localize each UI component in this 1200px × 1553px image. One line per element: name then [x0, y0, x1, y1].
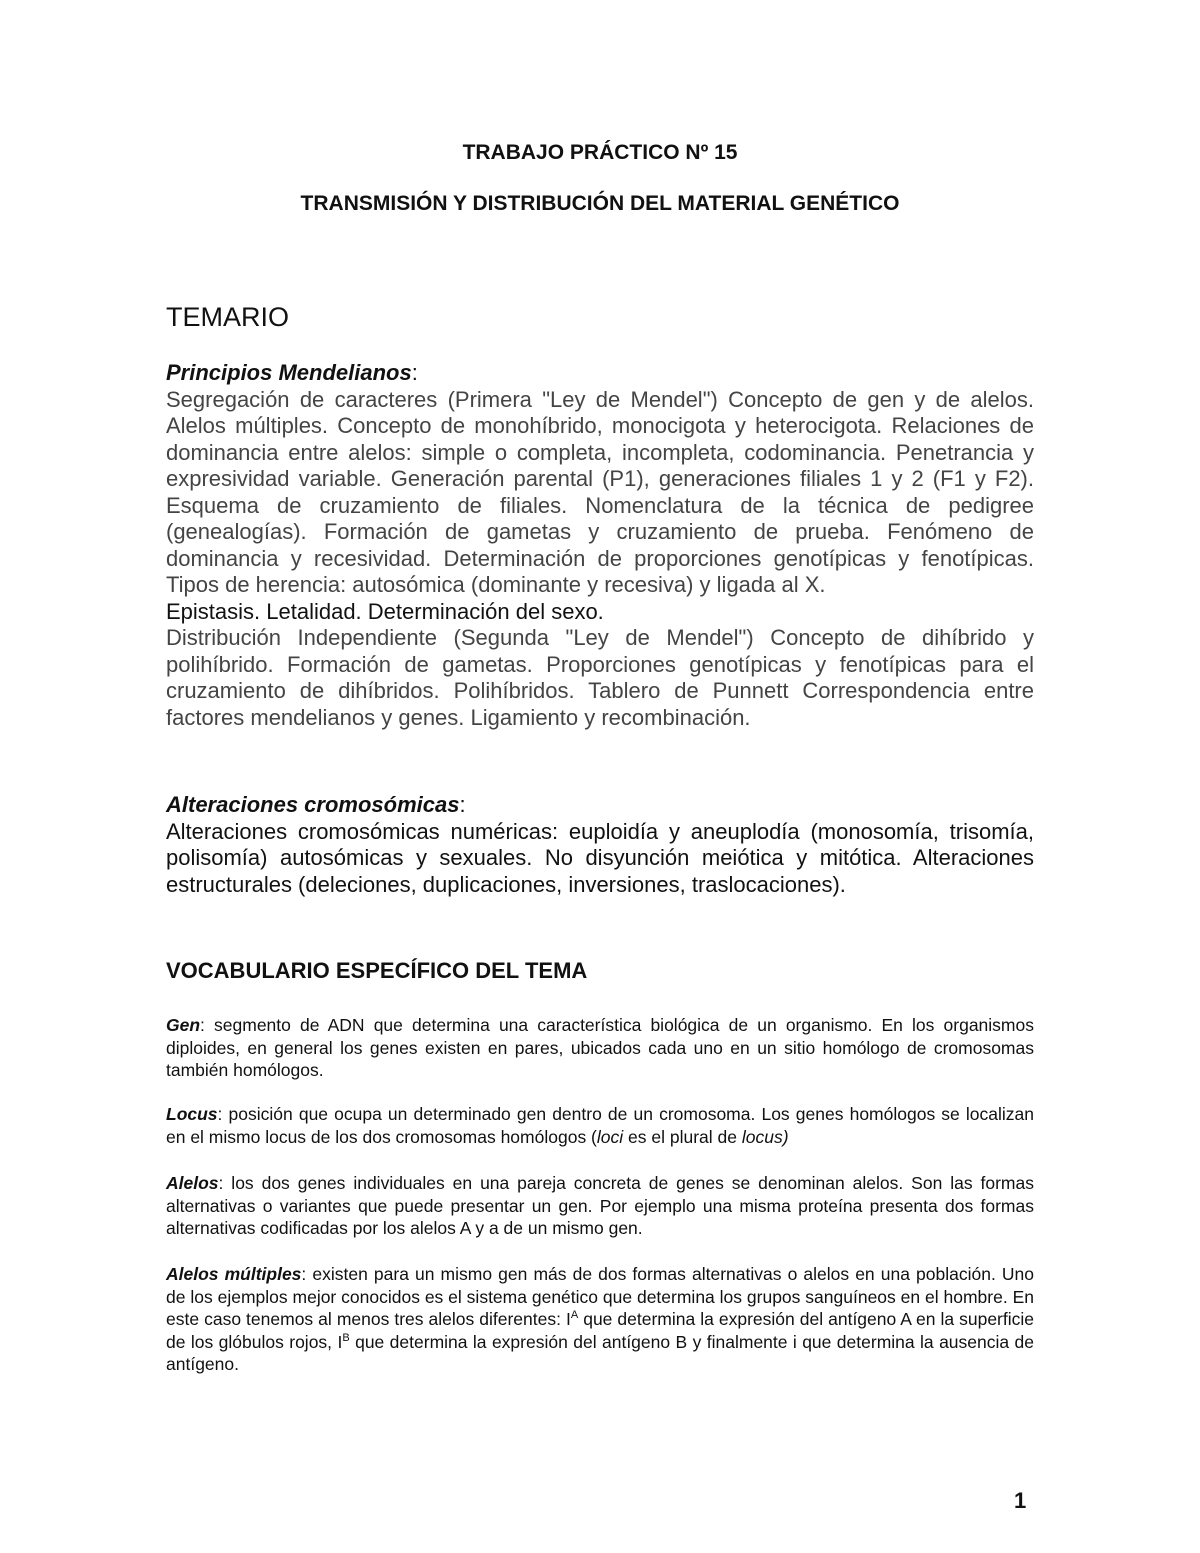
vocab-def-alelos-multiples-3: que determina la expresión del antígeno B y finalmente i que determina la ausencia de antígeno.	[166, 1331, 1034, 1374]
vocab-term-alelos: Alelos	[166, 1173, 219, 1193]
vocab-def-locus: : posición que ocupa un determinado gen dentro de un cromosoma. Los genes homólogos se localizan en el mismo locus de los dos cromosomas homólogos (	[166, 1104, 1034, 1147]
vocab-term-gen: Gen	[166, 1015, 201, 1035]
vocab-entry-alelos	[166, 1172, 1034, 1240]
vocab-def-alelos-multiples-1: : existen para un mismo gen más de dos formas alternativas o alelos en una población. Uno de los ejemplos mejor conocidos es el sistema genético que determina los grupos sanguíneos en el hombre. En este caso tenemos al menos tres alelos diferentes: I	[166, 1264, 1034, 1329]
vocab-locus-mid: es el plural de	[623, 1126, 742, 1147]
vocab-entry-gen	[166, 1014, 1034, 1082]
vocab-loci-word: loci	[596, 1126, 624, 1147]
vocab-term-locus: Locus	[166, 1104, 218, 1124]
superscript-b: B	[342, 1331, 350, 1344]
vocab-entry-locus	[166, 1103, 1034, 1148]
alteraciones-title-line	[166, 792, 1034, 819]
alteraciones-colon: :	[459, 792, 466, 817]
document-subtitle: TRANSMISIÓN Y DISTRIBUCIÓN DEL MATERIAL GENÉTICO	[300, 192, 900, 215]
alteraciones-section	[166, 792, 1034, 898]
page-number: 1	[1014, 1488, 1027, 1513]
vocab-def-gen: : segmento de ADN que determina una característica biológica de un organismo. En los organismos diploides, en general los genes existen en pares, ubicados cada uno en un sitio homólogo de cromosomas también homólogos.	[166, 1015, 1034, 1080]
vocab-term-alelos-multiples: Alelos múltiples	[166, 1264, 302, 1284]
principios-title-line	[166, 360, 1034, 387]
temario-heading: TEMARIO	[166, 302, 290, 332]
principios-paragraph-2: Epistasis. Letalidad. Determinación del sexo.	[166, 598, 604, 624]
superscript-a: A	[570, 1309, 579, 1322]
alteraciones-title: Alteraciones cromosómicas	[166, 792, 460, 817]
vocab-def-alelos-multiples-2: que determina la expresión del antígeno A en la superficie de los glóbulos rojos, I	[166, 1309, 1034, 1352]
vocab-locus-word: locus)	[741, 1126, 789, 1147]
vocab-entry-alelos-multiples	[166, 1263, 1034, 1376]
vocabulario-heading: VOCABULARIO ESPECÍFICO DEL TEMA	[166, 958, 588, 983]
principios-title: Principios Mendelianos	[166, 360, 412, 385]
vocab-def-alelos: : los dos genes individuales en una pareja concreta de genes se denominan alelos. Son las formas alternativas o variantes que puede presentar un gen. Por ejemplo una misma proteína presenta dos formas alternativas codificadas por los alelos A y a de un mismo gen.	[166, 1173, 1034, 1238]
principios-section	[166, 360, 1034, 731]
principios-paragraph-1: Segregación de caracteres (Primera "Ley de Mendel") Concepto de gen y de alelos. Alelos múltiples. Concepto de monohíbrido, monocigota y heterocigota. Relaciones de dominancia entre alelos: simple o completa, incompleta, codominancia. Penetrancia y expresividad variable. Generación parental (P1), generaciones filiales 1 y 2 (F1 y F2). Esquema de cruzamiento de filiales. Nomenclatura de la técnica de pedigree (genealogías). Formación de gametas y cruzamiento de prueba. Fenómeno de dominancia y recesividad. Determinación de proporciones genotípicas y fenotípicas. Tipos de herencia: autosómica (dominante y recesiva) y ligada al X.	[166, 386, 1034, 597]
principios-colon: :	[411, 360, 418, 385]
document-title: TRABAJO PRÁCTICO Nº 15	[462, 141, 738, 164]
alteraciones-paragraph: Alteraciones cromosómicas numéricas: euploidía y aneuplodía (monosomía, trisomía, polisomía) autosómicas y sexuales. No disyunción meiótica y mitótica. Alteraciones estructurales (deleciones, duplicaciones, inversiones, traslocaciones).	[166, 818, 1034, 897]
principios-paragraph-3: Distribución Independiente (Segunda "Ley de Mendel") Concepto de dihíbrido y polihíbrido. Formación de gametas. Proporciones genotípicas y fenotípicas para el cruzamiento de dihíbridos. Polihíbridos. Tablero de Punnett Correspondencia entre factores mendelianos y genes. Ligamiento y recombinación.	[166, 625, 1034, 730]
